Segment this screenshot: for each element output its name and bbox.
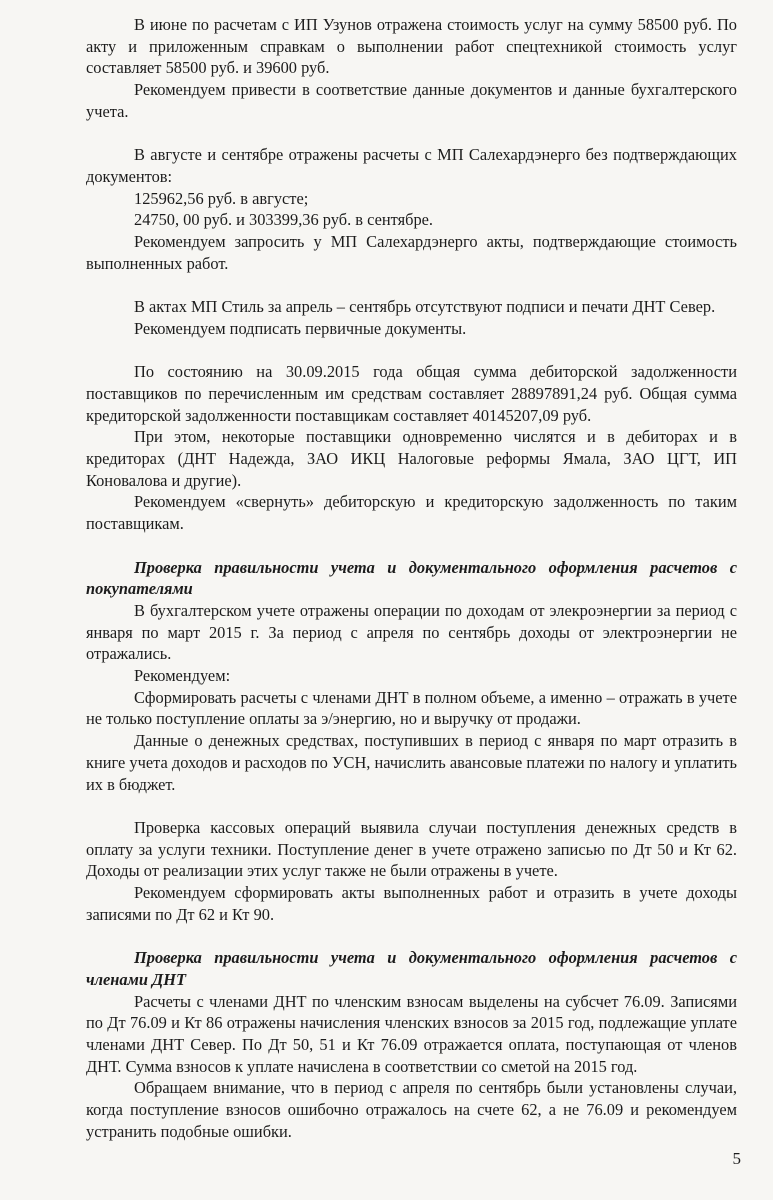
paragraph: 24750, 00 руб. и 303399,36 руб. в сентябре. — [134, 210, 434, 230]
spacer — [86, 340, 737, 362]
paragraph: Данные о денежных средствах, поступивших в период с января по март отразить в книге учета доходов и расходов по УСН, начислить авансовые платежи по налогу и уплатить их в бюджет. — [86, 731, 737, 794]
paragraph: Рекомендуем подписать первичные документы. — [134, 318, 467, 338]
paragraph: В июне по расчетам с ИП Узунов отражена стоимость услуг на сумму 58500 руб. По акту и приложенным справкам о выполнении работ спецтехникой стоимость услуг составляет 58500 руб. и 39600 руб. — [86, 15, 737, 78]
spacer — [86, 925, 737, 947]
spacer — [86, 123, 737, 145]
paragraph: Сформировать расчеты с членами ДНТ в полном объеме, а именно – отражать в учете не только поступление оплаты за э/энергию, но и выручку от продажи. — [86, 687, 737, 729]
paragraph: Рекомендуем сформировать акты выполненных работ и отразить в учете доходы записями по Дт 62 и Кт 90. — [86, 883, 737, 924]
paragraph: Рекомендуем «свернуть» дебиторскую и кредиторскую задолженность по таким поставщикам. — [86, 492, 737, 534]
paragraph: Рекомендуем привести в соответствие данные документов и данные бухгалтерского учета. — [86, 80, 737, 121]
paragraph: Рекомендуем запросить у МП Салехардэнерго акты, подтверждающие стоимость выполненных работ. — [86, 232, 737, 273]
paragraph: При этом, некоторые поставщики одновременно числятся и в дебиторах и в кредиторах (ДНТ Надежда, ЗАО ИКЦ Налоговые реформы Ямала, ЗАО ЦГТ, ИП Коновалова и другие). — [86, 427, 737, 490]
section-heading: Проверка правильности учета и документального оформления расчетов с покупателями — [86, 557, 737, 599]
paragraph: В актах МП Стиль за апрель – сентябрь отсутствуют подписи и печати ДНТ Север. — [134, 297, 716, 317]
paragraph: 125962,56 руб. в августе; — [134, 188, 309, 208]
spacer — [86, 274, 737, 296]
paragraph: Расчеты с членами ДНТ по членским взносам выделены на субсчет 76.09. Записями по Дт 76.09 и Кт 86 отражены начисления членских взносов за 2015 год, подлежащие уплате членами ДНТ Север. По Дт 50, 51 и Кт 76.09 отражается оплата, поступающая от членов ДНТ. Сумма взносов к уплате начислена в соответствии со сметой на 2015 год. — [86, 991, 737, 1076]
paragraph: Обращаем внимание, что в период с апреля по сентябрь были установлены случаи, когда поступление взносов ошибочно отражалось на счете 62, а не 76.09 и рекомендуем устранить подобные ошибки. — [86, 1078, 737, 1141]
paragraph: В бухгалтерском учете отражены операции по доходам от элекроэнергии за период с января по март 2015 г. За период с апреля по сентябрь доходы от электроэнергии не отражались. — [86, 600, 737, 664]
paragraph: Рекомендуем: — [134, 666, 231, 686]
page-number: 5 — [732, 1149, 741, 1168]
paragraph: В августе и сентябре отражены расчеты с МП Салехардэнерго без подтверждающих документов: — [86, 145, 737, 186]
paragraph: По состоянию на 30.09.2015 года общая сумма дебиторской задолженности поставщиков по перечисленным им средствам составляет 28897891,24 руб. Общая сумма кредиторской задолженности поставщикам составляет 40145207,09 руб. — [86, 362, 737, 425]
spacer — [86, 795, 737, 817]
spacer — [86, 535, 737, 557]
paragraph: Проверка кассовых операций выявила случаи поступления денежных средств в оплату за услуги техники. Поступление денег в учете отражено записью по Дт 50 и Кт 62. Доходы от реализации этих услуг также не были отражены в учете. — [86, 817, 737, 881]
section-heading: Проверка правильности учета и документального оформления расчетов с членами ДНТ — [86, 948, 737, 989]
